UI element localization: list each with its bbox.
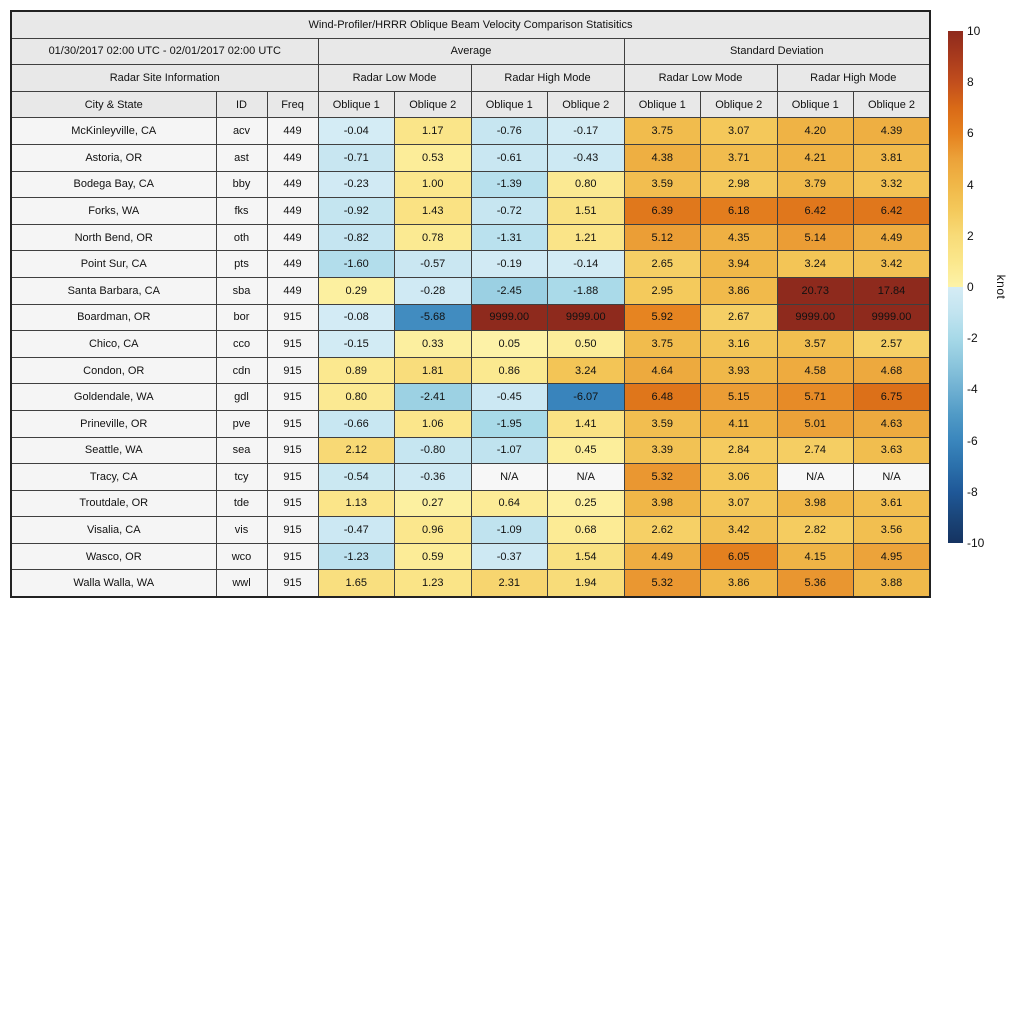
freq-cell: 915 xyxy=(267,410,318,437)
std-low-oblique1-cell: 3.59 xyxy=(624,171,701,198)
avg-low-oblique1-cell: -0.71 xyxy=(318,144,395,171)
site-id-cell: pve xyxy=(216,410,267,437)
colorbar-tick-label: 2 xyxy=(967,228,974,243)
table-row xyxy=(11,198,930,225)
freq-cell: 449 xyxy=(267,171,318,198)
std-low-oblique1-cell: 3.75 xyxy=(624,118,701,145)
freq-cell: 915 xyxy=(267,543,318,570)
avg-high-oblique1-cell: -2.45 xyxy=(471,277,548,304)
std-high-oblique2-cell: 9999.00 xyxy=(854,304,931,331)
avg-high-oblique1-cell: -0.19 xyxy=(471,251,548,278)
std-high-oblique1-cell: 2.82 xyxy=(777,517,854,544)
std-high-oblique1-cell: N/A xyxy=(777,464,854,491)
site-id-cell: bby xyxy=(216,171,267,198)
std-low-oblique1-cell: 5.92 xyxy=(624,304,701,331)
std-low-oblique2-cell: 3.86 xyxy=(701,277,778,304)
std-low-oblique1-cell: 6.39 xyxy=(624,198,701,225)
table-row xyxy=(11,543,930,570)
avg-low-oblique1-cell: 2.12 xyxy=(318,437,395,464)
avg-low-oblique2-cell: 0.53 xyxy=(395,144,472,171)
freq-cell: 915 xyxy=(267,437,318,464)
std-low-oblique2-cell: 3.16 xyxy=(701,331,778,358)
std-radar-high-mode: Radar High Mode xyxy=(777,65,930,92)
avg-high-oblique2-cell: 1.41 xyxy=(548,410,625,437)
freq-cell: 915 xyxy=(267,490,318,517)
avg-high-oblique1-cell: -0.45 xyxy=(471,384,548,411)
site-id-cell: wwl xyxy=(216,570,267,597)
avg-high-oblique2-cell: -6.07 xyxy=(548,384,625,411)
avg-low-oblique2-cell: 1.17 xyxy=(395,118,472,145)
avg-low-oblique2-cell: 1.23 xyxy=(395,570,472,597)
std-low-oblique1-cell: 4.64 xyxy=(624,357,701,384)
site-id-cell: tde xyxy=(216,490,267,517)
table-row xyxy=(11,437,930,464)
avg-low-oblique1-cell: -0.54 xyxy=(318,464,395,491)
table-row xyxy=(11,490,930,517)
avg-radar-low-mode: Radar Low Mode xyxy=(318,65,471,92)
colorbar-tick-label: -4 xyxy=(967,382,978,397)
site-id-cell: acv xyxy=(216,118,267,145)
site-id-cell: sba xyxy=(216,277,267,304)
avg-low-oblique2-cell: 1.06 xyxy=(395,410,472,437)
std-high-oblique1-cell: 5.71 xyxy=(777,384,854,411)
avg-high-oblique2-cell: 0.50 xyxy=(548,331,625,358)
table-row xyxy=(11,384,930,411)
avg-high-oblique2-cell: -0.43 xyxy=(548,144,625,171)
freq-cell: 915 xyxy=(267,517,318,544)
avg-high-oblique2-cell: 0.25 xyxy=(548,490,625,517)
city-state-cell: Goldendale, WA xyxy=(11,384,216,411)
table-row xyxy=(11,304,930,331)
city-state-cell: Visalia, CA xyxy=(11,517,216,544)
freq-cell: 449 xyxy=(267,118,318,145)
avg-high-oblique2-cell: 9999.00 xyxy=(548,304,625,331)
colorbar-unit-label: knot xyxy=(994,274,1008,300)
avg-low-oblique2-cell: -0.28 xyxy=(395,277,472,304)
city-state-cell: Tracy, CA xyxy=(11,464,216,491)
std-high-oblique2-cell: 4.63 xyxy=(854,410,931,437)
std-low-oblique2-cell: 2.67 xyxy=(701,304,778,331)
std-low-oblique2-cell: 3.93 xyxy=(701,357,778,384)
avg-low-oblique1-cell: 0.29 xyxy=(318,277,395,304)
avg-high-oblique2-cell: -0.14 xyxy=(548,251,625,278)
city-state-cell: Chico, CA xyxy=(11,331,216,358)
std-low-oblique1-cell: 3.98 xyxy=(624,490,701,517)
std-high-oblique1-cell: 6.42 xyxy=(777,198,854,225)
colorbar-tick-label: -8 xyxy=(967,484,978,499)
avg-low-oblique1-cell: 1.13 xyxy=(318,490,395,517)
std-low-oblique1-cell: 2.65 xyxy=(624,251,701,278)
avg-high-oblique1-cell: 0.05 xyxy=(471,331,548,358)
std-high-oblique1-cell: 4.58 xyxy=(777,357,854,384)
group-average: Average xyxy=(318,38,624,65)
avg-low-oblique2-cell: 0.27 xyxy=(395,490,472,517)
avg-low-oblique2-cell: 1.43 xyxy=(395,198,472,225)
avg-low-oblique2-cell: 1.00 xyxy=(395,171,472,198)
std-low-oblique2-cell: 3.07 xyxy=(701,490,778,517)
avg-low-oblique2-cell: -0.57 xyxy=(395,251,472,278)
std-high-oblique2-cell: 3.32 xyxy=(854,171,931,198)
city-state-cell: Prineville, OR xyxy=(11,410,216,437)
std-high-oblique1-cell: 5.01 xyxy=(777,410,854,437)
std-low-oblique2-cell: 3.94 xyxy=(701,251,778,278)
std-high-oblique2-cell: 4.95 xyxy=(854,543,931,570)
avg-high-oblique1-cell: -1.09 xyxy=(471,517,548,544)
std-high-oblique1-cell: 3.79 xyxy=(777,171,854,198)
stats-table xyxy=(10,10,931,598)
std-high-oblique2-cell: 4.68 xyxy=(854,357,931,384)
std-low-oblique2-cell: 3.42 xyxy=(701,517,778,544)
avg-high-oblique1-cell: -0.76 xyxy=(471,118,548,145)
std-low-oblique1-cell: 3.75 xyxy=(624,331,701,358)
avg-low-oblique1-cell: -0.82 xyxy=(318,224,395,251)
avg-high-oblique1-cell: -1.39 xyxy=(471,171,548,198)
std-low-oblique2-cell: 6.05 xyxy=(701,543,778,570)
avg-low-oblique1-cell: -0.92 xyxy=(318,198,395,225)
std-low-oblique2-cell: 4.35 xyxy=(701,224,778,251)
col-oblique-1: Oblique 1 xyxy=(624,91,701,118)
std-low-oblique1-cell: 5.32 xyxy=(624,570,701,597)
avg-high-oblique1-cell: 0.86 xyxy=(471,357,548,384)
city-state-cell: Condon, OR xyxy=(11,357,216,384)
std-high-oblique1-cell: 5.36 xyxy=(777,570,854,597)
table-row xyxy=(11,410,930,437)
city-state-cell: Forks, WA xyxy=(11,198,216,225)
std-high-oblique2-cell: 3.56 xyxy=(854,517,931,544)
table-row xyxy=(11,144,930,171)
std-high-oblique1-cell: 3.24 xyxy=(777,251,854,278)
avg-high-oblique2-cell: 0.45 xyxy=(548,437,625,464)
avg-low-oblique2-cell: -0.80 xyxy=(395,437,472,464)
freq-cell: 915 xyxy=(267,304,318,331)
std-low-oblique2-cell: 3.06 xyxy=(701,464,778,491)
colorbar-tick-label: 6 xyxy=(967,126,974,141)
avg-low-oblique1-cell: -0.23 xyxy=(318,171,395,198)
avg-low-oblique2-cell: -2.41 xyxy=(395,384,472,411)
title-row xyxy=(11,11,930,38)
col-oblique-1: Oblique 1 xyxy=(318,91,395,118)
std-high-oblique2-cell: 4.39 xyxy=(854,118,931,145)
std-high-oblique1-cell: 9999.00 xyxy=(777,304,854,331)
date-range: 01/30/2017 02:00 UTC - 02/01/2017 02:00 UTC xyxy=(11,38,318,65)
col-oblique-2: Oblique 2 xyxy=(854,91,931,118)
std-high-oblique2-cell: 3.81 xyxy=(854,144,931,171)
std-high-oblique1-cell: 2.74 xyxy=(777,437,854,464)
mode-header-row xyxy=(11,65,930,92)
avg-low-oblique1-cell: -0.66 xyxy=(318,410,395,437)
freq-cell: 915 xyxy=(267,570,318,597)
colorbar-tick-label: 4 xyxy=(967,177,974,192)
avg-high-oblique2-cell: 1.51 xyxy=(548,198,625,225)
std-radar-low-mode: Radar Low Mode xyxy=(624,65,777,92)
freq-cell: 915 xyxy=(267,464,318,491)
avg-low-oblique2-cell: 0.33 xyxy=(395,331,472,358)
avg-high-oblique2-cell: -1.88 xyxy=(548,277,625,304)
city-state-cell: Seattle, WA xyxy=(11,437,216,464)
std-low-oblique1-cell: 4.38 xyxy=(624,144,701,171)
std-low-oblique2-cell: 2.98 xyxy=(701,171,778,198)
freq-cell: 449 xyxy=(267,277,318,304)
avg-high-oblique2-cell: -0.17 xyxy=(548,118,625,145)
std-high-oblique1-cell: 5.14 xyxy=(777,224,854,251)
std-low-oblique1-cell: 2.62 xyxy=(624,517,701,544)
site-id-cell: sea xyxy=(216,437,267,464)
avg-radar-high-mode: Radar High Mode xyxy=(471,65,624,92)
site-id-cell: pts xyxy=(216,251,267,278)
site-id-cell: wco xyxy=(216,543,267,570)
table-row xyxy=(11,517,930,544)
freq-cell: 915 xyxy=(267,384,318,411)
wind-profiler-comparison-figure xyxy=(10,10,931,598)
std-low-oblique2-cell: 3.86 xyxy=(701,570,778,597)
radar-site-information: Radar Site Information xyxy=(11,65,318,92)
table-row xyxy=(11,118,930,145)
avg-high-oblique1-cell: -0.61 xyxy=(471,144,548,171)
col-oblique-1: Oblique 1 xyxy=(471,91,548,118)
avg-high-oblique2-cell: N/A xyxy=(548,464,625,491)
colorbar xyxy=(948,24,1024,550)
freq-cell: 449 xyxy=(267,198,318,225)
avg-high-oblique2-cell: 1.21 xyxy=(548,224,625,251)
city-state-cell: Bodega Bay, CA xyxy=(11,171,216,198)
site-id-cell: cco xyxy=(216,331,267,358)
std-high-oblique2-cell: 3.88 xyxy=(854,570,931,597)
avg-low-oblique2-cell: 0.78 xyxy=(395,224,472,251)
table-row xyxy=(11,277,930,304)
table-row xyxy=(11,357,930,384)
col-oblique-2: Oblique 2 xyxy=(395,91,472,118)
city-state-cell: Walla Walla, WA xyxy=(11,570,216,597)
avg-high-oblique1-cell: N/A xyxy=(471,464,548,491)
avg-high-oblique1-cell: 0.64 xyxy=(471,490,548,517)
col-city-state: City & State xyxy=(11,91,216,118)
avg-high-oblique2-cell: 0.68 xyxy=(548,517,625,544)
std-high-oblique2-cell: N/A xyxy=(854,464,931,491)
avg-high-oblique1-cell: -1.95 xyxy=(471,410,548,437)
group-header-row xyxy=(11,38,930,65)
std-high-oblique1-cell: 3.98 xyxy=(777,490,854,517)
avg-low-oblique1-cell: -0.08 xyxy=(318,304,395,331)
site-id-cell: vis xyxy=(216,517,267,544)
freq-cell: 915 xyxy=(267,357,318,384)
table-row xyxy=(11,570,930,597)
colorbar-tick-label: 0 xyxy=(967,280,974,294)
table-row xyxy=(11,331,930,358)
col-oblique-1: Oblique 1 xyxy=(777,91,854,118)
avg-high-oblique1-cell: -0.37 xyxy=(471,543,548,570)
std-low-oblique1-cell: 3.39 xyxy=(624,437,701,464)
avg-high-oblique1-cell: -1.31 xyxy=(471,224,548,251)
avg-high-oblique2-cell: 1.54 xyxy=(548,543,625,570)
avg-high-oblique1-cell: 2.31 xyxy=(471,570,548,597)
std-high-oblique1-cell: 4.20 xyxy=(777,118,854,145)
colorbar-tick-label: -6 xyxy=(967,433,978,448)
freq-cell: 915 xyxy=(267,331,318,358)
site-id-cell: fks xyxy=(216,198,267,225)
avg-low-oblique2-cell: 0.59 xyxy=(395,543,472,570)
std-low-oblique1-cell: 4.49 xyxy=(624,543,701,570)
site-id-cell: tcy xyxy=(216,464,267,491)
col-freq: Freq xyxy=(267,91,318,118)
avg-low-oblique1-cell: -0.04 xyxy=(318,118,395,145)
table-row xyxy=(11,224,930,251)
col-id: ID xyxy=(216,91,267,118)
colorbar-tick-label: 8 xyxy=(967,75,974,90)
std-low-oblique2-cell: 2.84 xyxy=(701,437,778,464)
freq-cell: 449 xyxy=(267,144,318,171)
avg-low-oblique2-cell: 0.96 xyxy=(395,517,472,544)
std-low-oblique2-cell: 4.11 xyxy=(701,410,778,437)
std-low-oblique1-cell: 3.59 xyxy=(624,410,701,437)
column-header-row xyxy=(11,91,930,118)
avg-low-oblique1-cell: -0.15 xyxy=(318,331,395,358)
std-high-oblique1-cell: 20.73 xyxy=(777,277,854,304)
std-high-oblique2-cell: 3.61 xyxy=(854,490,931,517)
std-high-oblique2-cell: 17.84 xyxy=(854,277,931,304)
col-oblique-2: Oblique 2 xyxy=(701,91,778,118)
std-low-oblique2-cell: 3.07 xyxy=(701,118,778,145)
std-high-oblique2-cell: 6.42 xyxy=(854,198,931,225)
city-state-cell: North Bend, OR xyxy=(11,224,216,251)
colorbar-tick-label: -10 xyxy=(967,536,985,550)
std-low-oblique1-cell: 2.95 xyxy=(624,277,701,304)
avg-low-oblique1-cell: 1.65 xyxy=(318,570,395,597)
avg-low-oblique2-cell: -0.36 xyxy=(395,464,472,491)
table-row xyxy=(11,464,930,491)
avg-high-oblique1-cell: -0.72 xyxy=(471,198,548,225)
std-low-oblique1-cell: 5.12 xyxy=(624,224,701,251)
colorbar-tick-label: 10 xyxy=(967,24,981,38)
avg-high-oblique2-cell: 3.24 xyxy=(548,357,625,384)
site-id-cell: oth xyxy=(216,224,267,251)
table-row xyxy=(11,251,930,278)
avg-low-oblique1-cell: -1.60 xyxy=(318,251,395,278)
std-high-oblique1-cell: 4.15 xyxy=(777,543,854,570)
avg-low-oblique2-cell: -5.68 xyxy=(395,304,472,331)
table-row xyxy=(11,171,930,198)
avg-high-oblique1-cell: -1.07 xyxy=(471,437,548,464)
city-state-cell: Point Sur, CA xyxy=(11,251,216,278)
freq-cell: 449 xyxy=(267,251,318,278)
std-low-oblique1-cell: 6.48 xyxy=(624,384,701,411)
site-id-cell: bor xyxy=(216,304,267,331)
site-id-cell: cdn xyxy=(216,357,267,384)
avg-low-oblique1-cell: 0.89 xyxy=(318,357,395,384)
city-state-cell: Santa Barbara, CA xyxy=(11,277,216,304)
std-high-oblique2-cell: 3.63 xyxy=(854,437,931,464)
std-low-oblique2-cell: 6.18 xyxy=(701,198,778,225)
group-standard-deviation: Standard Deviation xyxy=(624,38,930,65)
city-state-cell: Troutdale, OR xyxy=(11,490,216,517)
std-high-oblique2-cell: 3.42 xyxy=(854,251,931,278)
table-title: Wind-Profiler/HRRR Oblique Beam Velocity Comparison Statisitics xyxy=(11,11,930,38)
site-id-cell: ast xyxy=(216,144,267,171)
avg-low-oblique1-cell: -0.47 xyxy=(318,517,395,544)
avg-low-oblique1-cell: 0.80 xyxy=(318,384,395,411)
std-high-oblique2-cell: 4.49 xyxy=(854,224,931,251)
avg-high-oblique2-cell: 0.80 xyxy=(548,171,625,198)
std-low-oblique2-cell: 5.15 xyxy=(701,384,778,411)
col-oblique-2: Oblique 2 xyxy=(548,91,625,118)
city-state-cell: Wasco, OR xyxy=(11,543,216,570)
colorbar-gradient xyxy=(948,31,963,543)
avg-high-oblique2-cell: 1.94 xyxy=(548,570,625,597)
site-id-cell: gdl xyxy=(216,384,267,411)
std-low-oblique1-cell: 5.32 xyxy=(624,464,701,491)
city-state-cell: Astoria, OR xyxy=(11,144,216,171)
std-high-oblique1-cell: 4.21 xyxy=(777,144,854,171)
std-low-oblique2-cell: 3.71 xyxy=(701,144,778,171)
avg-low-oblique1-cell: -1.23 xyxy=(318,543,395,570)
std-high-oblique2-cell: 2.57 xyxy=(854,331,931,358)
freq-cell: 449 xyxy=(267,224,318,251)
std-high-oblique2-cell: 6.75 xyxy=(854,384,931,411)
std-high-oblique1-cell: 3.57 xyxy=(777,331,854,358)
city-state-cell: McKinleyville, CA xyxy=(11,118,216,145)
avg-high-oblique1-cell: 9999.00 xyxy=(471,304,548,331)
city-state-cell: Boardman, OR xyxy=(11,304,216,331)
colorbar-tick-label: -2 xyxy=(967,331,978,346)
avg-low-oblique2-cell: 1.81 xyxy=(395,357,472,384)
